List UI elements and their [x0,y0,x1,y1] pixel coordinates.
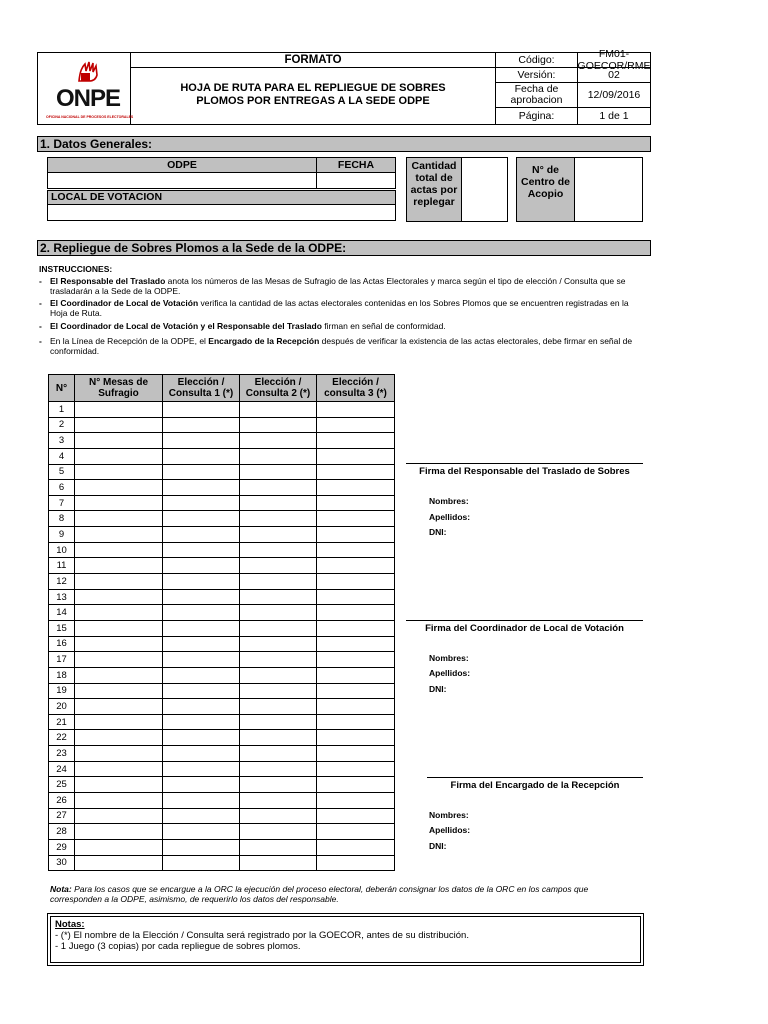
eleccion-2-cell[interactable] [240,839,317,855]
mesa-cell[interactable] [75,636,163,652]
signature-block-traslado [406,463,643,537]
row-number: 12 [49,574,75,590]
instruction-item: - En la Línea de Recepción de la ODPE, el Encargado de la Recepción después de verificar la existencia de las actas electorales, debe firmar en señal de conformidad. [39,336,633,356]
logo-cell [38,53,134,124]
eleccion-3-cell[interactable] [317,495,395,511]
eleccion-1-cell[interactable] [163,699,240,715]
eleccion-3-cell[interactable] [317,574,395,590]
row-number: 8 [49,511,75,527]
centro-acopio-box [516,157,643,222]
title-cell [131,53,496,124]
table-row [49,511,395,527]
dni-label: DNI: [429,684,447,694]
datos-generales-grid [47,157,398,222]
mesa-cell[interactable] [75,542,163,558]
row-number: 20 [49,699,75,715]
eleccion-1-cell[interactable] [163,433,240,449]
eleccion-1-cell[interactable] [163,683,240,699]
eleccion-3-cell[interactable] [317,667,395,683]
instruction-text: firman en señal de conformidad. [321,321,446,331]
mesa-cell[interactable] [75,683,163,699]
mesas-table-body [49,402,395,871]
eleccion-2-cell[interactable] [240,495,317,511]
row-number: 13 [49,589,75,605]
signature-block-recepcion [427,777,643,851]
row-number: 4 [49,448,75,464]
nombres-label: Nombres: [429,810,469,820]
local-votacion-input[interactable] [47,204,396,221]
instruction-text: verifica la cantidad de las actas electorales contenidas en los Sobres Plomos que se encuentren registradas en la Hoja de Ruta. [50,298,629,318]
mesa-cell[interactable] [75,699,163,715]
row-number: 17 [49,652,75,668]
cantidad-actas-box [406,157,508,222]
local-votacion-header: LOCAL DE VOTACION [47,190,396,205]
eleccion-3-cell[interactable] [317,761,395,777]
eleccion-3-cell[interactable] [317,699,395,715]
table-row [49,793,395,809]
table-row [49,667,395,683]
eleccion-3-cell[interactable] [317,777,395,793]
eleccion-2-cell[interactable] [240,761,317,777]
mesa-cell[interactable] [75,746,163,762]
eleccion-2-cell[interactable] [240,589,317,605]
table-row [49,777,395,793]
meta-key: Fecha de aprobacion [496,83,578,107]
eleccion-2-cell[interactable] [240,448,317,464]
eleccion-3-cell[interactable] [317,511,395,527]
meta-version [496,68,650,83]
notas-title: Notas: [55,919,85,930]
table-row [49,464,395,480]
dni-label: DNI: [429,841,447,851]
row-number: 18 [49,667,75,683]
eleccion-3-cell[interactable] [317,589,395,605]
centro-acopio-input[interactable] [576,158,642,221]
eleccion-2-cell[interactable] [240,511,317,527]
instruction-bold: El Coordinador de Local de Votación y el Responsable del Traslado [50,321,322,331]
meta-codigo [496,48,651,72]
col-header-mesas: N° Mesas de Sufragio [75,375,163,402]
meta-key: Código: [496,53,578,67]
signature-title: Firma del Encargado de la Recepción [450,780,620,791]
instruction-bold: El Coordinador de Local de Votación [50,298,199,308]
eleccion-3-cell[interactable] [317,448,395,464]
nombres-label: Nombres: [429,496,469,506]
eleccion-2-cell[interactable] [240,855,317,871]
eleccion-1-cell[interactable] [163,620,240,636]
table-row [49,636,395,652]
mesa-cell[interactable] [75,589,163,605]
mesa-cell[interactable] [75,527,163,543]
row-number: 21 [49,714,75,730]
col-header-eleccion-2: Elección / Consulta 2 (*) [240,375,317,402]
row-number: 22 [49,730,75,746]
meta-value: FM01-GOECOR/RME [577,48,651,72]
eleccion-1-cell[interactable] [163,480,240,496]
table-row [49,527,395,543]
table-row [49,448,395,464]
mesa-cell[interactable] [75,511,163,527]
meta-key: Página: [496,108,578,124]
meta-value: 1 de 1 [599,110,629,122]
row-number: 6 [49,480,75,496]
title-line-2: PLOMOS POR ENTREGAS A LA SEDE ODPE [196,95,430,107]
centro-acopio-label: N° de Centro de Acopio [517,158,575,221]
eleccion-1-cell[interactable] [163,746,240,762]
row-number: 30 [49,855,75,871]
table-row [49,730,395,746]
eleccion-2-cell[interactable] [240,574,317,590]
row-number: 27 [49,808,75,824]
col-header-numero: N° [49,375,75,402]
eleccion-3-cell[interactable] [317,824,395,840]
section-1-title: 1. Datos Generales: [37,136,651,152]
eleccion-1-cell[interactable] [163,714,240,730]
mesa-cell[interactable] [75,777,163,793]
eleccion-2-cell[interactable] [240,417,317,433]
eleccion-1-cell[interactable] [163,542,240,558]
signature-title: Firma del Coordinador de Local de Votación [425,623,624,634]
eleccion-2-cell[interactable] [240,777,317,793]
row-number: 9 [49,527,75,543]
dni-label: DNI: [429,527,447,537]
eleccion-3-cell[interactable] [317,839,395,855]
eleccion-3-cell[interactable] [317,433,395,449]
mesa-cell[interactable] [75,480,163,496]
eleccion-1-cell[interactable] [163,777,240,793]
table-row [49,433,395,449]
nota-label: Nota: [50,884,72,894]
row-number: 3 [49,433,75,449]
signature-title: Firma del Responsable del Traslado de Sobres [419,466,630,477]
mesa-cell[interactable] [75,667,163,683]
row-number: 23 [49,746,75,762]
mesa-cell[interactable] [75,808,163,824]
meta-pagina [496,108,650,124]
mesa-cell[interactable] [75,464,163,480]
eleccion-3-cell[interactable] [317,480,395,496]
meta-value: 02 [608,69,620,81]
eleccion-3-cell[interactable] [317,855,395,871]
nombres-label: Nombres: [429,653,469,663]
row-number: 5 [49,464,75,480]
eleccion-2-cell[interactable] [240,714,317,730]
eleccion-3-cell[interactable] [317,605,395,621]
table-row [49,714,395,730]
table-row [49,589,395,605]
row-number: 1 [49,402,75,418]
eleccion-3-cell[interactable] [317,527,395,543]
table-row [49,620,395,636]
row-number: 16 [49,636,75,652]
instruction-item: - El Coordinador de Local de Votación y el Responsable del Traslado firman en señal de conformidad. [39,321,446,331]
mesa-cell[interactable] [75,761,163,777]
mesa-cell[interactable] [75,495,163,511]
nota-paragraph [50,884,640,904]
table-row [49,495,395,511]
instructions-header: INSTRUCCIONES: [39,264,113,274]
mesa-cell[interactable] [75,730,163,746]
apellidos-label: Apellidos: [429,825,471,835]
mesa-cell[interactable] [75,605,163,621]
org-logo-subtitle: OFICINA NACIONAL DE PROCESOS ELECTORALES [46,115,134,119]
table-row [49,761,395,777]
signature-block-coordinador [406,620,643,694]
eleccion-1-cell[interactable] [163,574,240,590]
cantidad-actas-input[interactable] [463,158,507,221]
mesa-cell[interactable] [75,855,163,871]
table-row [49,480,395,496]
section-2-title: 2. Repliegue de Sobres Plomos a la Sede de la ODPE: [37,240,651,256]
eleccion-1-cell[interactable] [163,464,240,480]
apellidos-label: Apellidos: [429,512,471,522]
eleccion-3-cell[interactable] [317,793,395,809]
eleccion-1-cell[interactable] [163,495,240,511]
mesa-cell[interactable] [75,824,163,840]
instruction-item: - El Coordinador de Local de Votación verifica la cantidad de las actas electorales contenidas en los Sobres Plomos que se encuentren registradas en la Hoja de Ruta. [39,298,629,318]
fecha-header: FECHA [316,157,396,173]
mesa-cell[interactable] [75,433,163,449]
mesa-cell[interactable] [75,448,163,464]
table-row [49,699,395,715]
row-number: 15 [49,620,75,636]
eleccion-3-cell[interactable] [317,417,395,433]
table-row [49,605,395,621]
notas-box [47,913,644,966]
eleccion-1-cell[interactable] [163,808,240,824]
table-row [49,417,395,433]
eleccion-1-cell[interactable] [163,448,240,464]
eleccion-3-cell[interactable] [317,620,395,636]
eleccion-3-cell[interactable] [317,652,395,668]
notas-line: - (*) El nombre de la Elección / Consulta será registrado por la GOECOR, antes de su distribución. [55,930,469,941]
table-row [49,652,395,668]
table-row [49,824,395,840]
cantidad-actas-label: Cantidad total de actas por replegar [407,158,462,221]
eleccion-3-cell[interactable] [317,746,395,762]
col-header-eleccion-3: Elección / consulta 3 (*) [317,375,395,402]
eleccion-1-cell[interactable] [163,511,240,527]
row-number: 28 [49,824,75,840]
document-header [37,48,651,125]
eleccion-1-cell[interactable] [163,605,240,621]
eleccion-3-cell[interactable] [317,558,395,574]
eleccion-2-cell[interactable] [240,636,317,652]
row-number: 19 [49,683,75,699]
formato-label: FORMATO [131,53,495,68]
eleccion-1-cell[interactable] [163,636,240,652]
signature-line[interactable] [406,463,643,464]
eleccion-2-cell[interactable] [240,746,317,762]
instruction-bold: El Responsable del Traslado [50,276,166,286]
title-line-1: HOJA DE RUTA PARA EL REPLIEGUE DE SOBRES [180,82,446,94]
table-row [49,574,395,590]
meta-key: Versión: [496,68,578,82]
eleccion-1-cell[interactable] [163,824,240,840]
mesas-table [48,374,395,871]
eleccion-3-cell[interactable] [317,636,395,652]
table-row [49,542,395,558]
mesa-cell[interactable] [75,574,163,590]
eleccion-1-cell[interactable] [163,855,240,871]
row-number: 29 [49,839,75,855]
fecha-input[interactable] [316,172,396,189]
eleccion-2-cell[interactable] [240,699,317,715]
eleccion-2-cell[interactable] [240,824,317,840]
table-row [49,683,395,699]
mesa-cell[interactable] [75,620,163,636]
row-number: 14 [49,605,75,621]
mesa-cell[interactable] [75,714,163,730]
col-header-eleccion-1: Elección / Consulta 1 (*) [163,375,240,402]
eleccion-2-cell[interactable] [240,667,317,683]
eleccion-2-cell[interactable] [240,527,317,543]
row-number: 11 [49,558,75,574]
eleccion-2-cell[interactable] [240,620,317,636]
table-row [49,402,395,418]
eleccion-1-cell[interactable] [163,839,240,855]
row-number: 26 [49,793,75,809]
eleccion-1-cell[interactable] [163,761,240,777]
document-meta [496,48,651,124]
instruction-text: En la Línea de Recepción de la ODPE, el [50,336,209,346]
meta-value: 12/09/2016 [587,89,641,101]
meta-fecha [496,83,650,108]
mesa-cell[interactable] [75,793,163,809]
table-row [49,558,395,574]
eleccion-1-cell[interactable] [163,558,240,574]
eleccion-1-cell[interactable] [163,417,240,433]
eleccion-2-cell[interactable] [240,683,317,699]
row-number: 2 [49,417,75,433]
eleccion-2-cell[interactable] [240,542,317,558]
instruction-bold: Encargado de la Recepción [208,336,320,346]
eleccion-2-cell[interactable] [240,464,317,480]
instruction-text: anota los números de las Mesas de Sufragio de las Actas Electorales y marca según el tipo de elección / Consulta que se trasladarán a la Sede de la ODPE. [50,276,626,296]
table-row [49,808,395,824]
eleccion-3-cell[interactable] [317,808,395,824]
eleccion-1-cell[interactable] [163,793,240,809]
nota-text: Para los casos que se encargue a la ORC la ejecución del proceso electoral, deberán consignar los datos de la ORC en los campos que corresponden a la ODPE, asimismo, de requerirlo los datos del responsable. [50,884,589,904]
eleccion-2-cell[interactable] [240,793,317,809]
eleccion-3-cell[interactable] [317,542,395,558]
mesa-cell[interactable] [75,402,163,418]
eleccion-3-cell[interactable] [317,714,395,730]
eleccion-2-cell[interactable] [240,730,317,746]
table-row [49,746,395,762]
instruction-text: después de verificar la existencia de las actas electorales, debe firmar en señal de conformidad. [50,336,633,356]
notas-line: - 1 Juego (3 copias) por cada repliegue de sobres plomos. [55,941,301,952]
odpe-input[interactable] [47,172,317,189]
signature-line[interactable] [427,777,643,778]
table-row [49,855,395,871]
eleccion-1-cell[interactable] [163,402,240,418]
eleccion-1-cell[interactable] [163,667,240,683]
eleccion-1-cell[interactable] [163,730,240,746]
row-number: 10 [49,542,75,558]
eleccion-2-cell[interactable] [240,652,317,668]
table-header-row [49,375,395,402]
mesa-cell[interactable] [75,417,163,433]
eleccion-2-cell[interactable] [240,558,317,574]
eleccion-3-cell[interactable] [317,464,395,480]
document-title [131,82,495,108]
signature-line[interactable] [406,620,643,621]
eleccion-1-cell[interactable] [163,589,240,605]
instruction-item: - El Responsable del Traslado anota los números de las Mesas de Sufragio de las Actas Electorales y marca según el tipo de elección / Consulta que se trasladarán a la Sede de la ODPE. [39,276,626,296]
eleccion-1-cell[interactable] [163,652,240,668]
mesa-cell[interactable] [75,652,163,668]
eleccion-1-cell[interactable] [163,527,240,543]
eleccion-2-cell[interactable] [240,808,317,824]
mesa-cell[interactable] [75,558,163,574]
row-number: 24 [49,761,75,777]
eleccion-2-cell[interactable] [240,605,317,621]
eleccion-2-cell[interactable] [240,433,317,449]
org-logo-text: ONPE [56,85,121,112]
eleccion-3-cell[interactable] [317,730,395,746]
notas-inner [50,916,641,963]
mesa-cell[interactable] [75,839,163,855]
eleccion-3-cell[interactable] [317,683,395,699]
ballot-hand-icon [76,59,102,83]
odpe-header: ODPE [47,157,317,173]
eleccion-2-cell[interactable] [240,402,317,418]
table-row [49,839,395,855]
eleccion-3-cell[interactable] [317,402,395,418]
apellidos-label: Apellidos: [429,668,471,678]
row-number: 25 [49,777,75,793]
eleccion-2-cell[interactable] [240,480,317,496]
row-number: 7 [49,495,75,511]
